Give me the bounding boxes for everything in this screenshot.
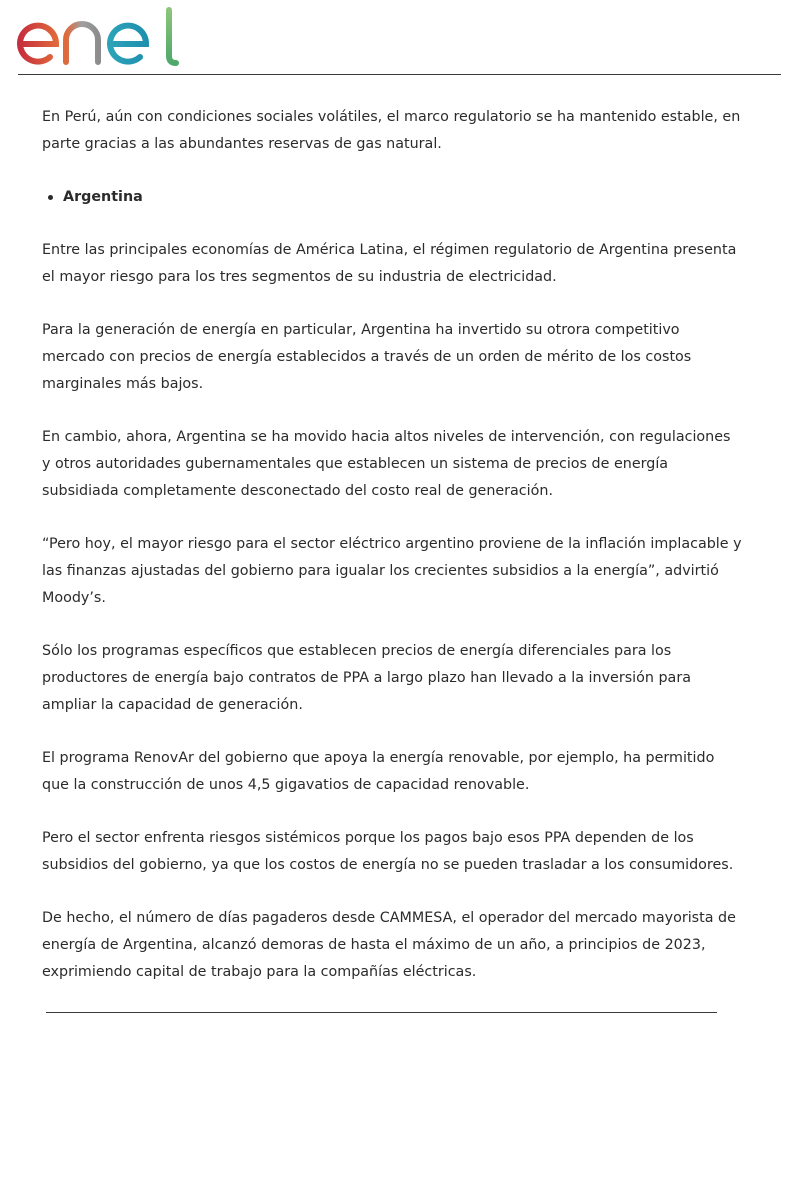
paragraph: En cambio, ahora, Argentina se ha movido hacia altos niveles de intervención, con regulaciones y otros autoridades gubernamentales que establecen un sistema de precios de energía subsidiada completamente desconectado del costo real de generación. — [42, 429, 731, 499]
paragraph: El programa RenovAr del gobierno que apoya la energía renovable, por ejemplo, ha permitido que la construcción de unos 4,5 gigavatios de capacidad renovable. — [42, 750, 715, 793]
header-divider — [18, 74, 781, 75]
footer-divider — [46, 1012, 717, 1013]
paragraph: Entre las principales economías de América Latina, el régimen regulatorio de Argentina presenta el mayor riesgo para los tres segmentos de su industria de electricidad. — [42, 242, 737, 285]
paragraph: Para la generación de energía en particular, Argentina ha invertido su otrora competitivo mercado con precios de energía establecidos a través de un orden de mérito de los costos marginales más bajos. — [42, 322, 692, 392]
page-header — [0, 0, 800, 76]
paragraph: Sólo los programas específicos que establecen precios de energía diferenciales para los productores de energía bajo contratos de PPA a largo plazo han llevado a la inversión para ampliar la capacidad de generación. — [42, 643, 691, 713]
paragraph: De hecho, el número de días pagaderos desde CAMMESA, el operador del mercado mayorista de energía de Argentina, alcanzó demoras de hasta el máximo de un año, a principios de 2023, exprimiendo capital de trabajo para la compañías eléctricas. — [42, 910, 736, 980]
paragraph: Pero el sector enfrenta riesgos sistémicos porque los pagos bajo esos PPA dependen de los subsidios del gobierno, ya que los costos de energía no se pueden trasladar a los consumidores. — [42, 830, 734, 873]
bullet-item-argentina: Argentina — [63, 184, 742, 211]
enel-logo-icon — [16, 4, 182, 68]
article-body — [42, 104, 742, 1012]
paragraph: En Perú, aún con condiciones sociales volátiles, el marco regulatorio se ha mantenido estable, en parte gracias a las abundantes reservas de gas natural. — [42, 109, 741, 152]
quote-paragraph: “Pero hoy, el mayor riesgo para el sector eléctrico argentino proviene de la inflación implacable y las finanzas ajustadas del gobierno para igualar los crecientes subsidios a la energía”, advirtió Moody’s. — [42, 536, 742, 606]
bullet-list — [42, 184, 742, 211]
enel-logo[interactable] — [16, 4, 182, 68]
